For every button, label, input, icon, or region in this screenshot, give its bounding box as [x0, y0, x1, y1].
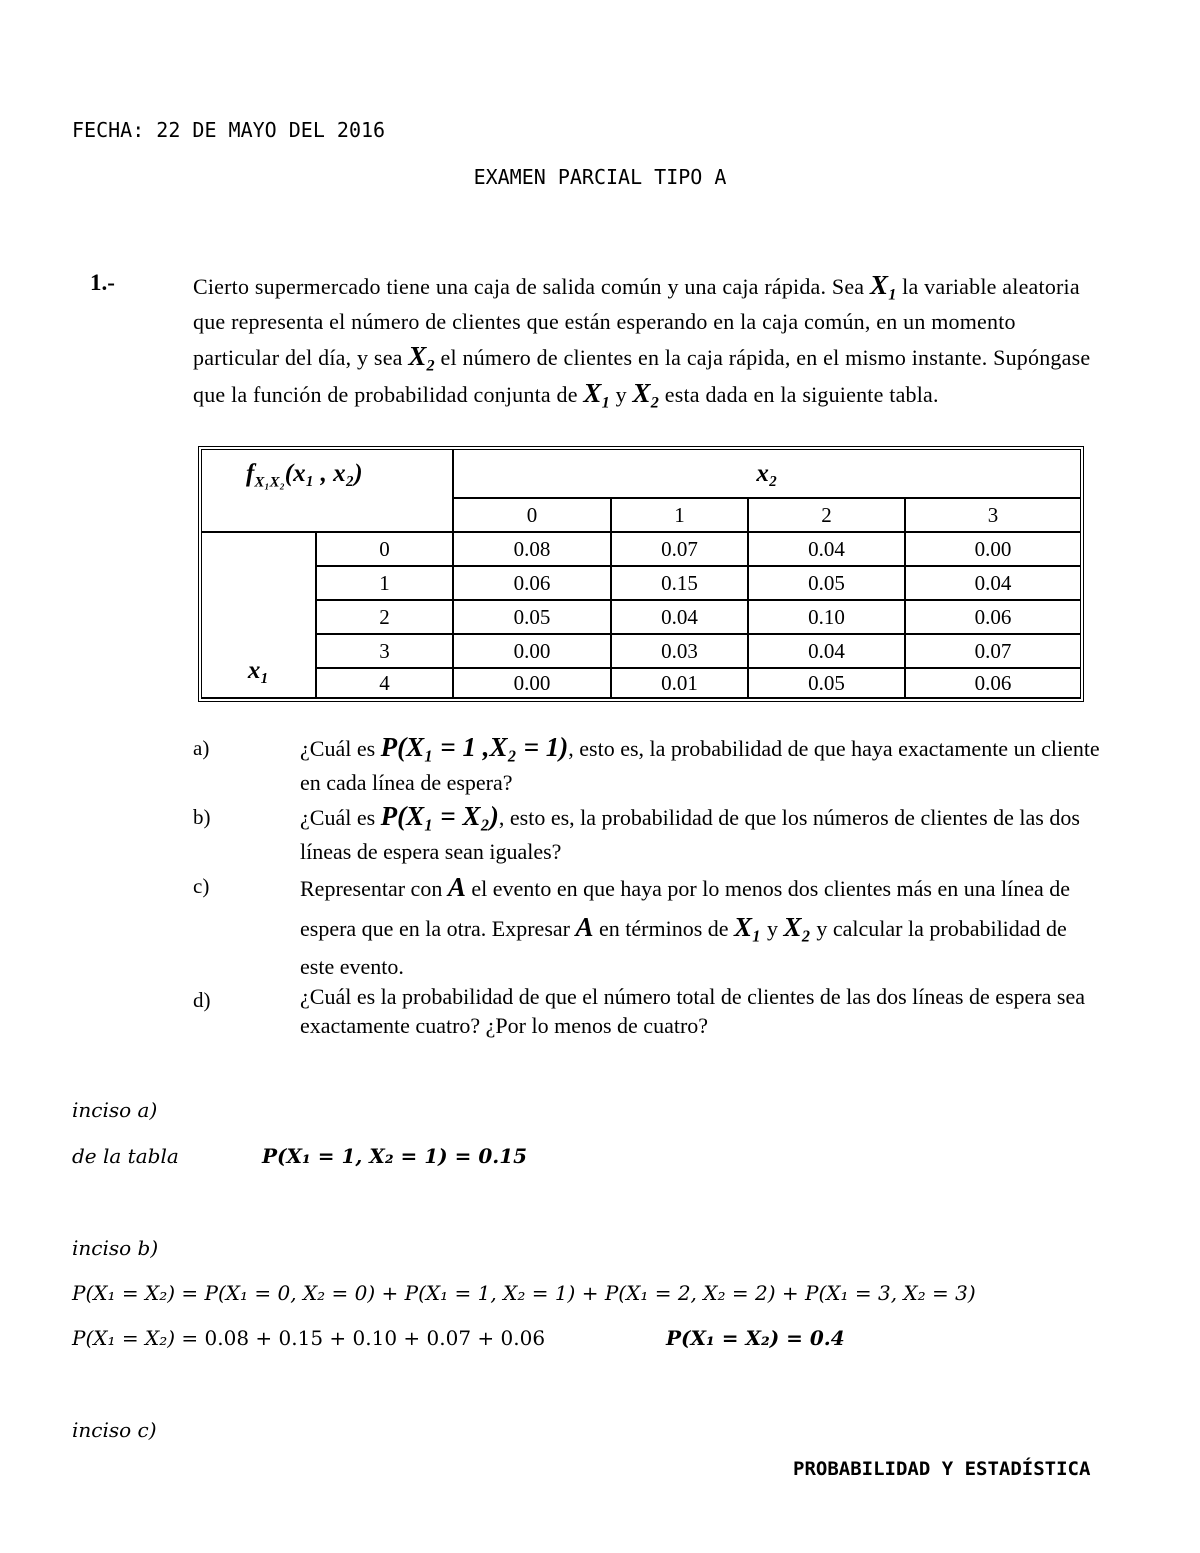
- table-row: [202, 634, 1080, 668]
- part-a-label: a): [193, 736, 210, 760]
- table-cell: 0.06: [905, 668, 1080, 698]
- table-cell: 0.10: [748, 600, 905, 634]
- solution-b-heading: inciso b): [72, 1236, 159, 1260]
- table-cell: 0.04: [748, 532, 905, 566]
- x2-value: 2: [748, 498, 905, 532]
- table-cell: 0.00: [453, 668, 611, 698]
- table-cell: 0.05: [748, 668, 905, 698]
- question-number: 1.-: [90, 270, 115, 295]
- table-cell: 0.01: [611, 668, 748, 698]
- x1-header: x₁: [202, 532, 316, 698]
- part-c-label: c): [193, 874, 210, 898]
- solution-a-heading: inciso a): [72, 1098, 158, 1122]
- question-text: Cierto supermercado tiene una caja de salida común y una caja rápida. Sea $X_1$ la variable aleatoria que representa el número de clientes que están esperando en la caja común, en un momento particular del día, y sea $X_2$ el número de clientes en la caja rápida, en el mismo instante. Supóngase que la función de probabilidad conjunta de $X_1$ y $X_2$ esta dada en la siguiente tabla.: [193, 270, 1091, 412]
- part-c-text: Representar con A el evento en que haya por lo menos dos clientes más en una línea de espera que en la otra. Expresar A en términos de X₁ y X₂ y calcular la probabilidad de este evento.: [300, 872, 1071, 979]
- table-row: [202, 600, 1080, 634]
- x1-value: 4: [316, 668, 453, 698]
- x2-header: x₂: [453, 450, 1080, 498]
- part-d-text: ¿Cuál es la probabilidad de que el número total de clientes de las dos líneas de espera sea exactamente cuatro? ¿Por lo menos de cuatro?: [300, 984, 1085, 1038]
- table-cell: 0.03: [611, 634, 748, 668]
- part-b-label: b): [193, 805, 211, 829]
- part-a-text: ¿Cuál es P(X₁ = 1 ,X₂ = 1), esto es, la probabilidad de que haya exactamente un cliente en cada línea de espera?: [300, 732, 1100, 795]
- solution-a-source: de la tabla: [72, 1144, 179, 1168]
- x1-value: 1: [316, 566, 453, 600]
- exam-title: EXAMEN PARCIAL TIPO A: [473, 165, 727, 189]
- table-cell: 0.04: [611, 600, 748, 634]
- x2-value: 0: [453, 498, 611, 532]
- table-cell: 0.04: [905, 566, 1080, 600]
- table-row: [202, 668, 1080, 698]
- x2-value: 1: [611, 498, 748, 532]
- table-cell: 0.00: [905, 532, 1080, 566]
- table-cell: 0.15: [611, 566, 748, 600]
- table-cell: 0.06: [453, 566, 611, 600]
- table-cell: 0.05: [748, 566, 905, 600]
- table-row: [202, 532, 1080, 566]
- table-cell: 0.08: [453, 532, 611, 566]
- table-row: [202, 566, 1080, 600]
- table-cell: 0.00: [453, 634, 611, 668]
- part-b-text: ¿Cuál es P(X₁ = X₂), esto es, la probabilidad de que los números de clientes de las dos líneas de espera sean iguales?: [300, 801, 1080, 864]
- table-cell: 0.07: [611, 532, 748, 566]
- table-cell: 0.05: [453, 600, 611, 634]
- date-line: FECHA: 22 DE MAYO DEL 2016: [72, 118, 386, 142]
- solution-b-line1: P(X₁ = X₂) = P(X₁ = 0, X₂ = 0) + P(X₁ = 1, X₂ = 1) + P(X₁ = 2, X₂ = 2) + P(X₁ = 3, X₂ = 3): [72, 1281, 976, 1305]
- table-cell: 0.07: [905, 634, 1080, 668]
- x2-value: 3: [905, 498, 1080, 532]
- course-footer: PROBABILIDAD Y ESTADÍSTICA: [793, 1458, 1091, 1480]
- solution-b-result: P(X₁ = X₂) = 0.4: [666, 1326, 845, 1350]
- x1-value: 0: [316, 532, 453, 566]
- table-cell: 0.06: [905, 600, 1080, 634]
- part-d-label: d): [193, 988, 211, 1012]
- table-cell: 0.04: [748, 634, 905, 668]
- solution-b-line2: P(X₁ = X₂) = 0.08 + 0.15 + 0.10 + 0.07 + 0.06: [72, 1326, 546, 1350]
- x1-value: 3: [316, 634, 453, 668]
- solution-a-result: P(X₁ = 1, X₂ = 1) = 0.15: [262, 1144, 528, 1168]
- solution-c-heading: inciso c): [72, 1418, 157, 1442]
- joint-probability-table: [198, 446, 1084, 702]
- table-corner-header: $f_{X_1X_2}(x_1$ , x₂): [202, 450, 453, 532]
- x1-value: 2: [316, 600, 453, 634]
